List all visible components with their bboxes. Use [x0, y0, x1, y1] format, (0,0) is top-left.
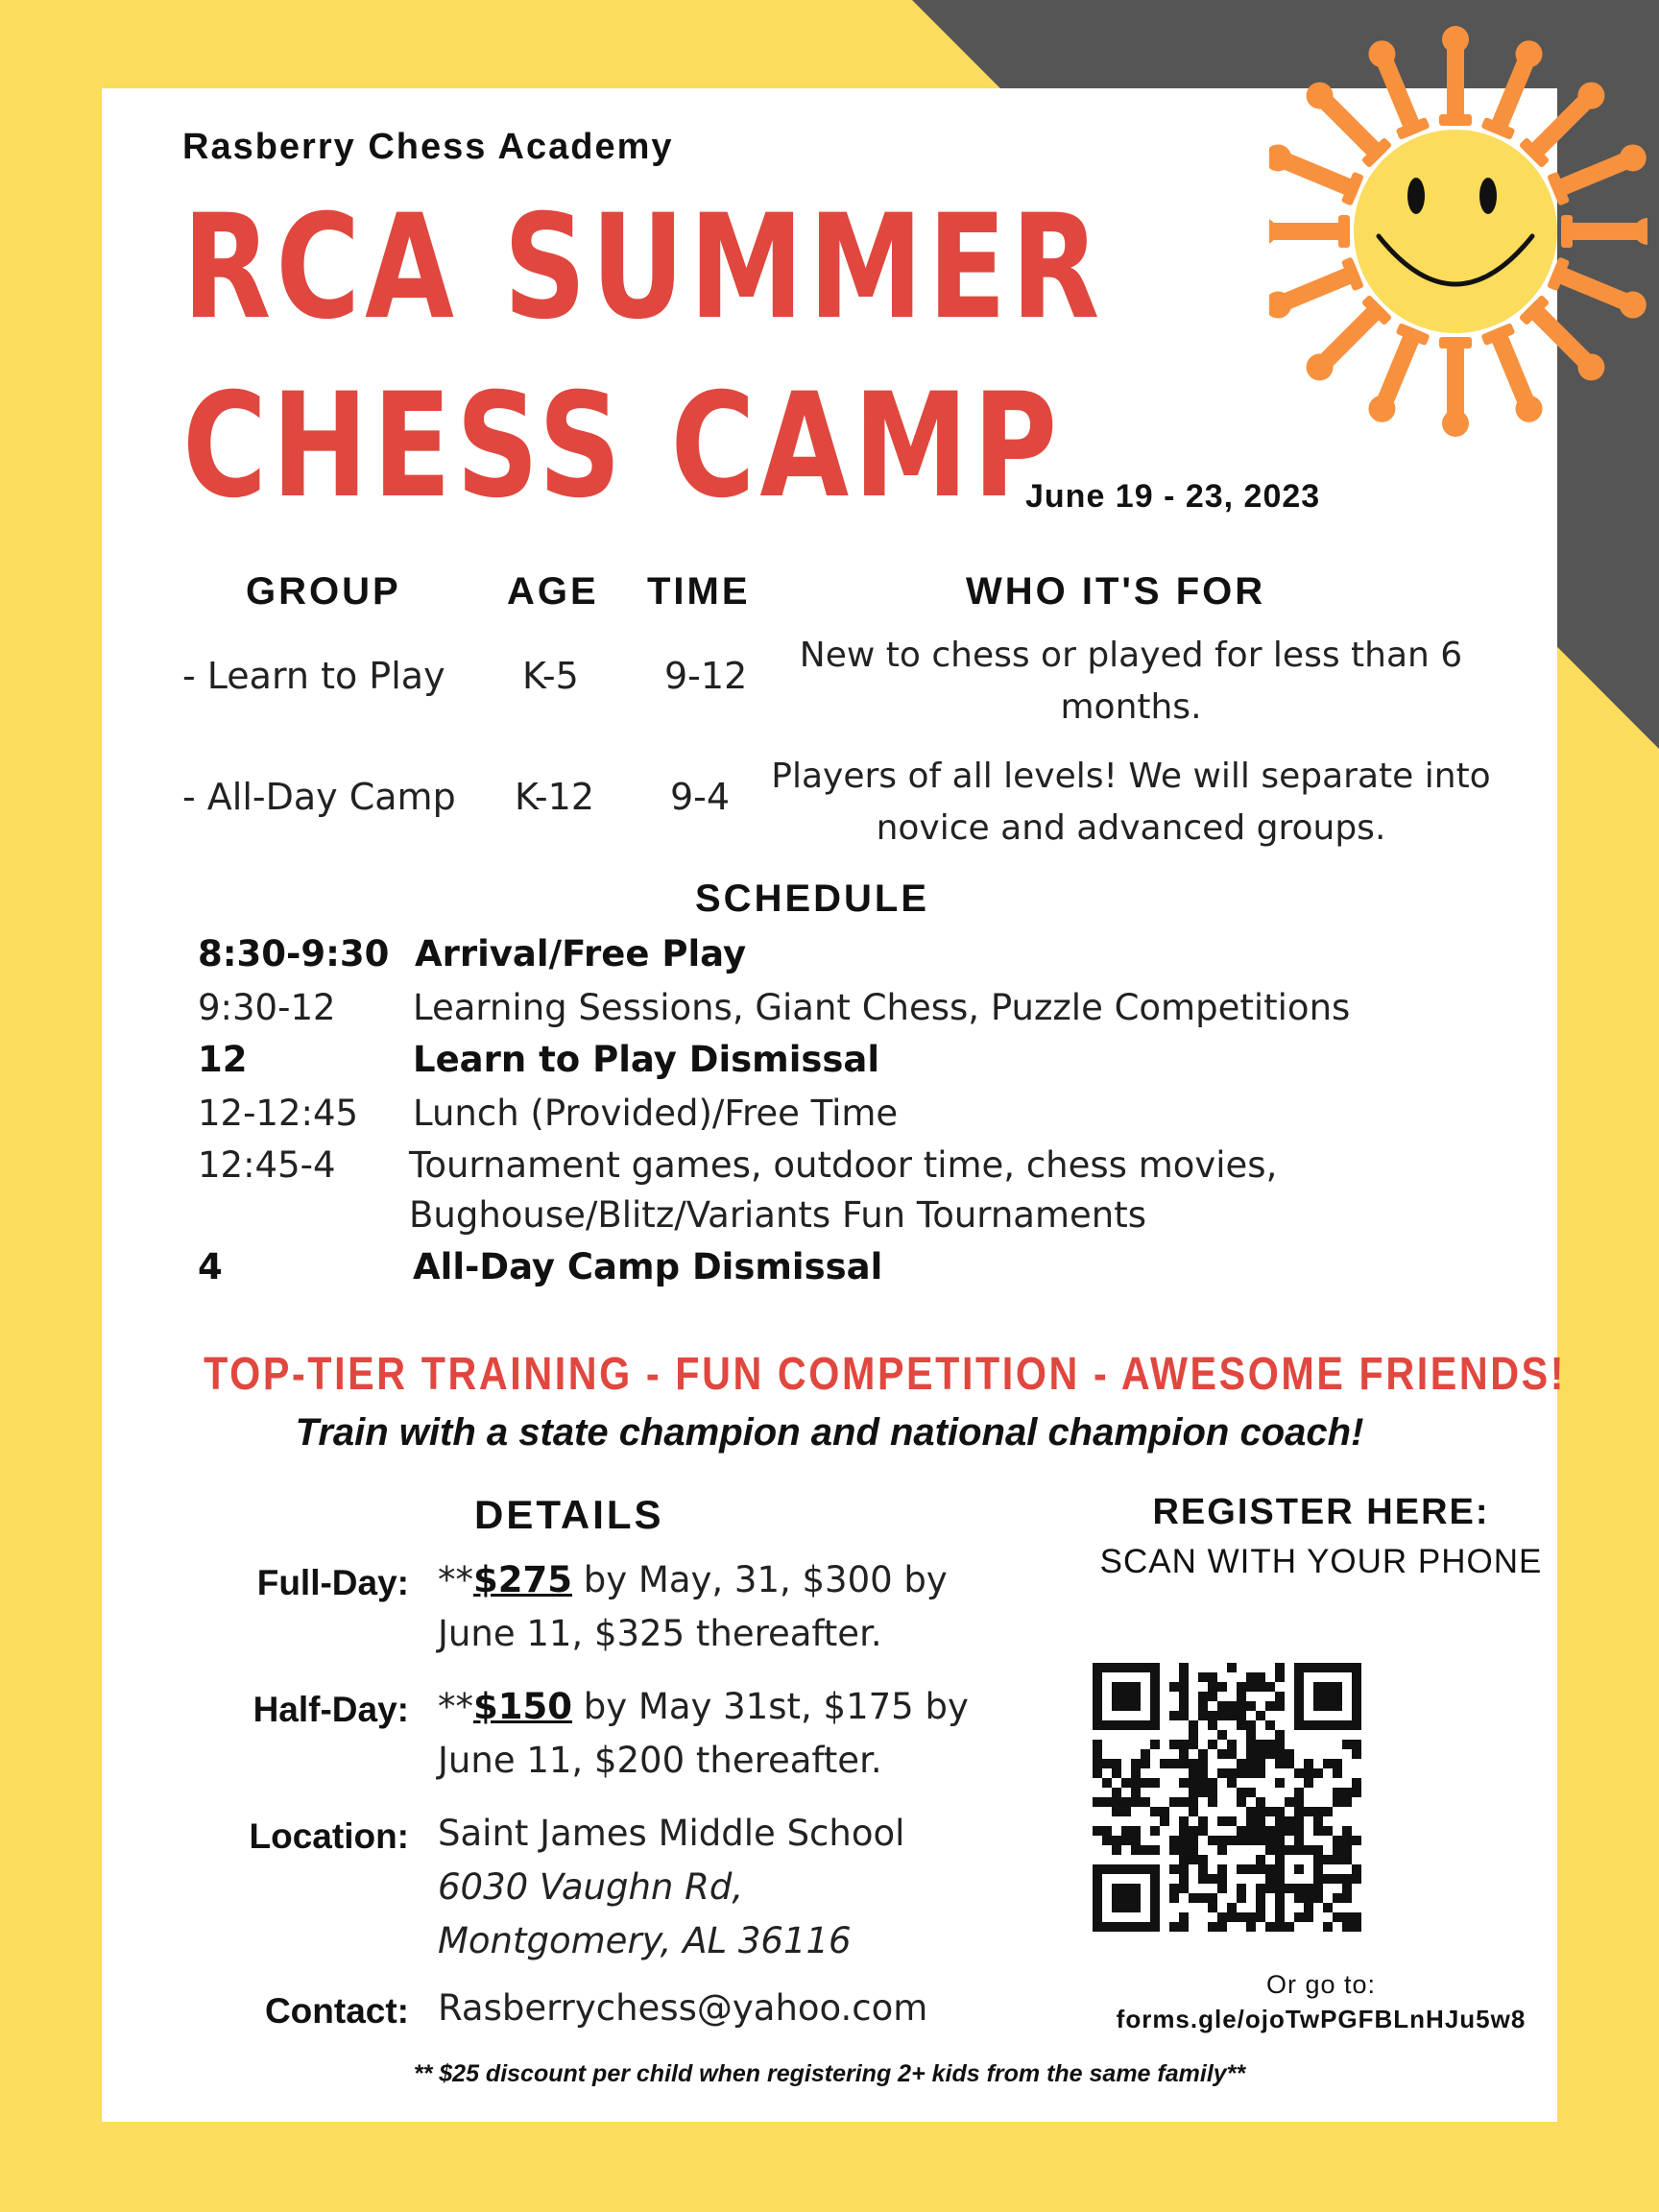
academy-name: Rasberry Chess Academy: [182, 127, 674, 167]
sun-eye: [1407, 178, 1425, 214]
sun-ray: [1439, 26, 1472, 126]
location-city: Montgomery, AL 36116: [438, 1920, 852, 1961]
half-day-price: $150: [473, 1686, 572, 1727]
group-age: K-5: [522, 655, 579, 697]
sun-face: [1354, 130, 1557, 333]
schedule-time: 9:30-12: [198, 987, 336, 1028]
sun-logo: [1269, 15, 1647, 457]
schedule-activity: Lunch (Provided)/Free Time: [413, 1093, 899, 1134]
sun-ray: [1269, 137, 1364, 205]
sun-ray: [1361, 36, 1430, 140]
location-label: Location:: [249, 1816, 409, 1856]
qr-code[interactable]: [1093, 1663, 1361, 1932]
schedule-activity: Bughouse/Blitz/Variants Fun Tournaments: [409, 1194, 1147, 1236]
sun-eye: [1479, 178, 1497, 214]
register-link[interactable]: forms.gle/ojoTwPGFBLnHJu5w8: [1116, 2005, 1527, 2033]
schedule-time: 8:30-9:30: [198, 933, 390, 974]
group-name: - Learn to Play: [182, 655, 445, 697]
register-subtitle: SCAN WITH YOUR PHONE: [1099, 1543, 1543, 1580]
sun-ray: [1519, 75, 1613, 169]
schedule-activity: All-Day Camp Dismissal: [413, 1246, 883, 1287]
schedule-activity: Learn to Play Dismissal: [413, 1039, 880, 1080]
location-name: Saint James Middle School: [438, 1813, 905, 1854]
full-day-label: Full-Day:: [256, 1563, 409, 1602]
camp-dates: June 19 - 23, 2023: [1025, 478, 1321, 515]
schedule-time: 12-12:45: [198, 1093, 359, 1134]
full-day-prefix: **: [438, 1559, 473, 1600]
group-who: New to chess or played for less than 6 months.: [799, 636, 1463, 727]
group-time: 9-4: [670, 776, 731, 818]
sun-ray: [1439, 337, 1472, 437]
sun-ray: [1299, 75, 1393, 169]
sun-ray: [1361, 323, 1430, 427]
full-day-value: [438, 1553, 948, 1661]
contact-email[interactable]: Rasberrychess@yahoo.com: [438, 1987, 928, 2029]
header-who: WHO IT'S FOR: [966, 570, 1266, 613]
group-time: 9-12: [664, 655, 748, 697]
sun-ray: [1269, 256, 1364, 325]
full-day-price: $275: [473, 1559, 572, 1600]
or-go-to: Or go to:: [1265, 1970, 1377, 1999]
schedule-time: 12:45-4: [198, 1144, 336, 1186]
sun-ray: [1299, 295, 1393, 389]
tagline: TOP-TIER TRAINING - FUN COMPETITION - AWESOME FRIENDS!: [204, 1349, 1567, 1400]
sun-ray: [1561, 215, 1647, 248]
title-line-2: CHESS CAMP: [182, 363, 1063, 530]
header-age: AGE: [507, 570, 599, 613]
sun-ray: [1480, 36, 1549, 140]
sun-ray: [1269, 215, 1350, 248]
half-day-rest2: June 11, $200 thereafter.: [438, 1740, 882, 1781]
schedule-time: 4: [198, 1246, 223, 1287]
contact-label: Contact:: [264, 1991, 409, 2031]
full-day-rest2: June 11, $325 thereafter.: [438, 1613, 882, 1654]
schedule-title: SCHEDULE: [695, 878, 930, 920]
sun-ray: [1547, 256, 1647, 325]
schedule-activity: Learning Sessions, Giant Chess, Puzzle Competitions: [413, 987, 1351, 1028]
details-title: DETAILS: [474, 1492, 664, 1537]
schedule-time: 12: [198, 1039, 248, 1080]
schedule-activity: Arrival/Free Play: [415, 933, 747, 974]
register-title: REGISTER HERE:: [1152, 1492, 1490, 1532]
header-group: GROUP: [246, 570, 401, 613]
half-day-value: [438, 1680, 969, 1788]
sun-ray: [1547, 137, 1647, 205]
group-name: - All-Day Camp: [182, 776, 456, 818]
full-day-rest1: by May, 31, $300 by: [571, 1559, 948, 1600]
title-line-1: RCA SUMMER: [182, 184, 1105, 351]
location-value: [438, 1807, 904, 1968]
group-who: Players of all levels! We will separate into novice and advanced groups.: [771, 757, 1491, 848]
group-age: K-12: [515, 776, 594, 818]
half-day-prefix: **: [438, 1686, 473, 1727]
sun-ray: [1519, 295, 1613, 389]
footnote: ** $25 discount per child when registering 2+ kids from the same family**: [413, 2060, 1246, 2087]
location-street: 6030 Vaughn Rd,: [438, 1866, 744, 1908]
half-day-label: Half-Day:: [252, 1690, 409, 1729]
sun-ray: [1480, 323, 1549, 427]
subtagline: Train with a state champion and national champion coach!: [295, 1411, 1364, 1454]
half-day-rest1: by May 31st, $175 by: [571, 1686, 969, 1727]
header-time: TIME: [647, 570, 751, 613]
schedule-activity: Tournament games, outdoor time, chess movies,: [409, 1144, 1278, 1186]
